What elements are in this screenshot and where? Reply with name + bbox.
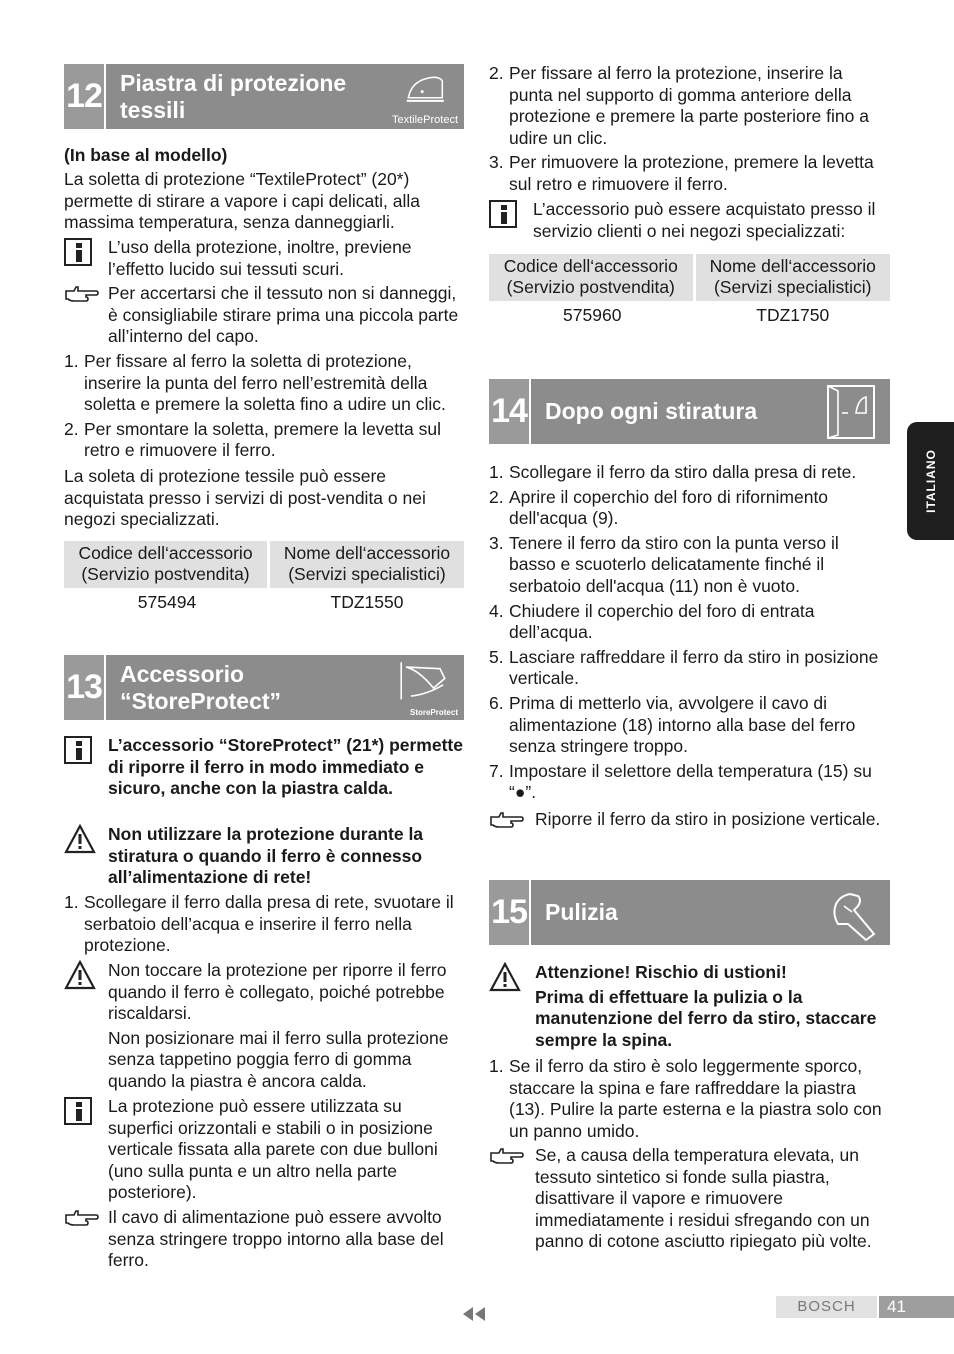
list-item: 6. Prima di metterlo via, avvolgere il cavo di alimentazione (18) intorno alla base del ferro senza stringere troppo. <box>489 692 856 757</box>
section-title: Piastra di protezione tessili <box>120 69 347 123</box>
list-item: 5. Lasciare raffreddare il ferro da stiro in posizione verticale. <box>489 646 879 689</box>
warning-icon <box>64 824 96 854</box>
language-tab: ITALIANO <box>907 422 954 540</box>
list-item: 1. Scollegare il ferro dalla presa di rete, svuotare il serbatoio dell’acqua e inserire il ferro nella protezione. <box>64 892 454 956</box>
previous-page-icon <box>463 1307 485 1321</box>
info-note: L’accessorio può essere acquistato presso il servizio clienti o nei negozi specializzati: <box>489 199 890 242</box>
pointing-hand-icon <box>489 809 525 831</box>
list-item: 3. Tenere il ferro da stiro con la punta verso il basso e scuoterlo delicatamente finché il serbatoio dell'acqua (11) non è vuoto. <box>489 532 839 596</box>
list-item: 2. Aprire il coperchio del foro di rifornimento dell'acqua (9). <box>489 486 829 529</box>
tip-note: Il cavo di alimentazione può essere avvolto senza stringere troppo intorno alla base del ferro. <box>64 1207 464 1272</box>
section-number: 14 <box>489 379 531 444</box>
hand-wipe-icon <box>814 884 884 941</box>
warning-icon <box>64 960 96 990</box>
list-item: 1. Scollegare il ferro da stiro dalla presa di rete. <box>489 462 857 482</box>
accessory-table <box>489 254 890 326</box>
page-number: 41 <box>879 1296 954 1318</box>
section-14-header <box>489 379 890 444</box>
list-item: 1. Se il ferro da stiro è solo leggermente sporco, staccare la spina e fare raffreddare la piastra (13). Pulire la parte esterna e la piastra solo con un panno umido. <box>489 1056 882 1141</box>
section-15-header <box>489 880 890 945</box>
section-number: 12 <box>64 64 106 129</box>
pointing-hand-icon <box>64 1207 100 1229</box>
tip-note: Riporre il ferro da stiro in posizione verticale. <box>489 809 890 836</box>
warning-note: Attenzione! Rischio di ustioni! Prima di effettuare la pulizia o la manutenzione del ferro da stiro, staccare sempre la spina. <box>489 962 890 1051</box>
section-title: Pulizia <box>545 899 618 925</box>
warning-icon <box>489 962 521 992</box>
list-item: 7. Impostare il selettore della temperatura (15) su “●”. <box>489 760 872 803</box>
table-header: Codice dell‘accessorio (Servizio postvendita) <box>489 254 696 301</box>
brand-label: BOSCH <box>776 1296 877 1318</box>
tip-note: Per accertarsi che il tessuto non si danneggi, è consigliabile stirare prima una piccola parte all’interno del capo. <box>64 283 464 348</box>
table-header: Codice dell‘accessorio (Servizio postvendita) <box>64 541 270 588</box>
info-icon <box>64 1097 92 1125</box>
info-note: L’uso della protezione, inoltre, previene l’effetto lucido sui tessuti scuri. <box>64 237 464 280</box>
info-note: L’accessorio “StoreProtect” (21*) permette di riporre il ferro in modo immediato e sicuro, anche con la piastra calda. <box>64 735 464 800</box>
model-note: (In base al modello) <box>64 145 228 165</box>
steps-list <box>64 351 464 465</box>
outro-text: La soleta di protezione tessile può essere acquistata presso i servizi di post-vendita o nei negozi specializzati. <box>64 466 426 530</box>
section-title: Accessorio “StoreProtect” <box>120 660 282 714</box>
steps-list <box>489 1056 890 1145</box>
table-header: Nome dell‘accessorio (Servizi specialistici) <box>696 254 890 301</box>
pointing-hand-icon <box>489 1145 525 1167</box>
warning-note: Non toccare la protezione per riporre il ferro quando il ferro è collegato, poiché potrebbe riscaldarsi. Non posizionare mai il ferro sulla protezione senza tappetino poggia ferro di gomma quando la piastra è ancora calda. <box>64 960 464 1093</box>
list-item: 4. Chiudere il coperchio del foro di entrata dell’acqua. <box>489 600 815 643</box>
steps-list <box>489 462 890 807</box>
intro-text: La soletta di protezione “TextileProtect” (20*) permette di stirare a vapore i capi delicati, alla massima temperatura, senza danneggiarli. <box>64 169 421 233</box>
info-icon <box>64 238 92 266</box>
steps-list <box>489 63 890 199</box>
table-header: Nome dell‘accessorio (Servizi specialistici) <box>270 541 464 588</box>
warning-note: Non utilizzare la protezione durante la stiratura o quando il ferro è connesso all’alimentazione di rete! <box>64 824 464 889</box>
info-icon <box>64 736 92 764</box>
cabinet-iron-icon <box>814 383 884 440</box>
table-row: 575494 TDZ1550 <box>137 592 404 612</box>
accessory-table <box>64 541 464 613</box>
icon-caption: TextileProtect <box>391 114 458 126</box>
steps-list <box>64 892 464 960</box>
list-item: 3. Per rimuovere la protezione, premere la levetta sul retro e rimuovere il ferro. <box>489 152 874 194</box>
info-icon <box>489 200 517 228</box>
tip-note: Se, a causa della temperatura elevata, un tessuto sintetico si fonde sulla piastra, disattivare il vapore e rimuovere immediatamente i residui sfregando con un panno di cotone asciutto ripiegato più volte. <box>489 1145 890 1253</box>
section-title: Dopo ogni stiratura <box>545 398 758 424</box>
list-item: 2. Per smontare la soletta, premere la levetta sul retro e rimuovere il ferro. <box>64 418 441 461</box>
section-number: 13 <box>64 655 106 720</box>
section-number: 15 <box>489 880 531 945</box>
table-row: 575960 TDZ1750 <box>563 305 830 325</box>
info-note: La protezione può essere utilizzata su superfici orizzontali e stabili o in posizione verticale fissata alla parete con due bulloni (uno sulla punta e un altro nella parte posteriore). <box>64 1096 464 1204</box>
pointing-hand-icon <box>64 283 100 305</box>
iron-storage-icon <box>388 659 458 705</box>
icon-caption: StoreProtect <box>409 708 458 717</box>
list-item: 2. Per fissare al ferro la protezione, inserire la punta nel supporto di gomma anteriore della protezione e premere la parte posteriore fino a udire un clic. <box>489 63 869 148</box>
section-12-header <box>64 64 464 129</box>
iron-icon <box>388 70 458 114</box>
section-13-header <box>64 655 464 720</box>
list-item: 1. Per fissare al ferro la soletta di protezione, inserire la punta del ferro nell’estremità della soletta e premere la soletta fino a udire un clic. <box>64 351 446 415</box>
